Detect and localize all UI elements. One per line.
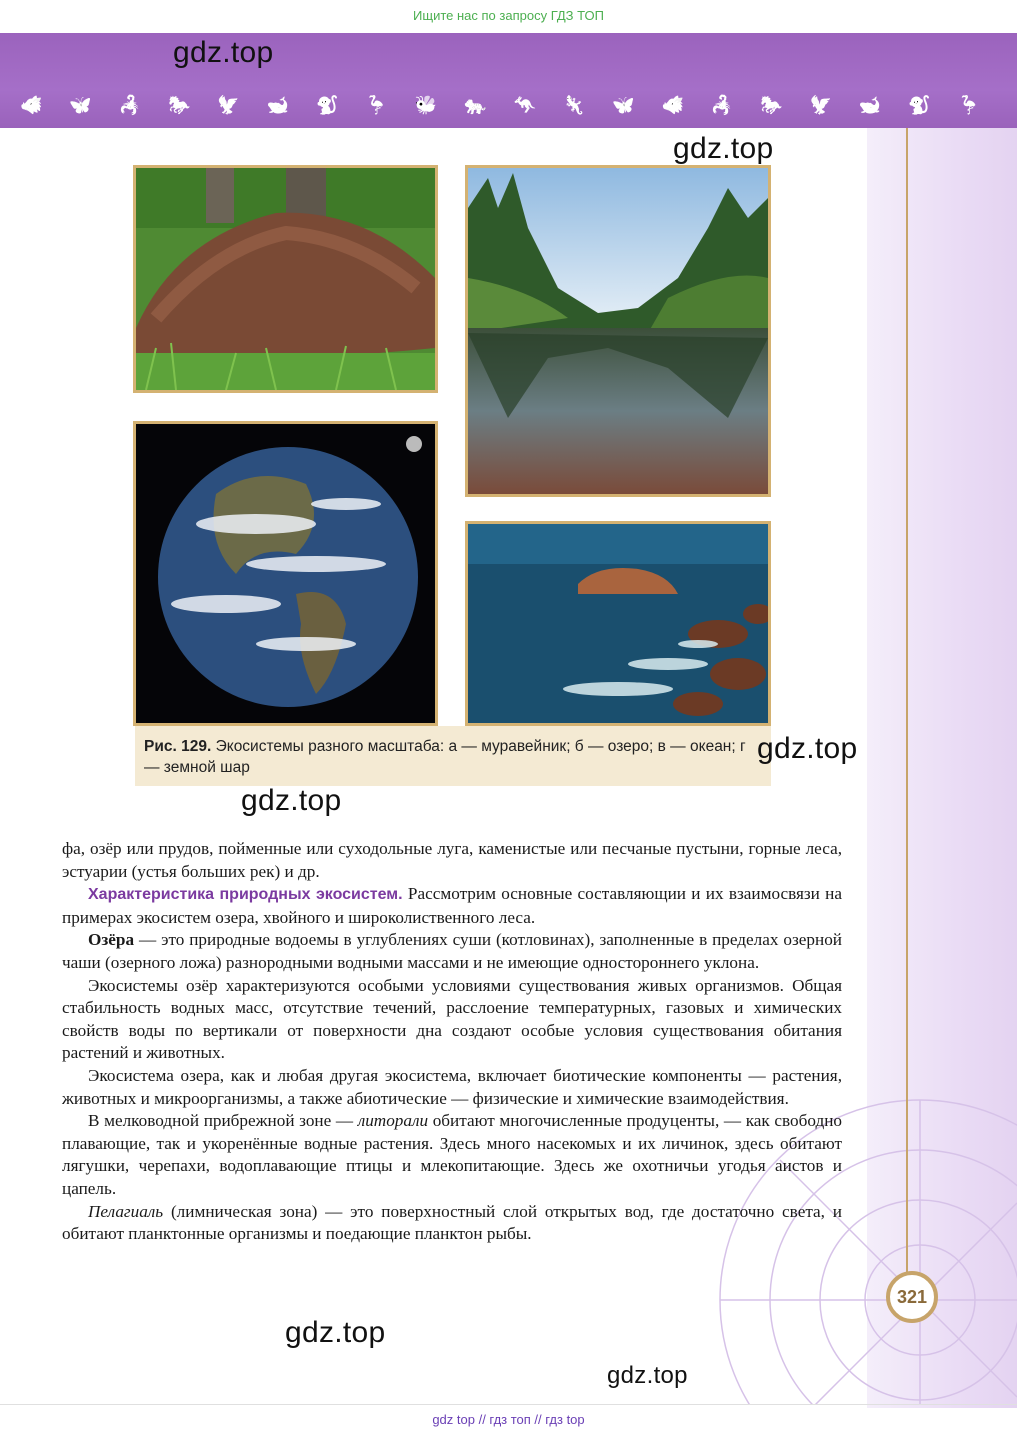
lake-image bbox=[468, 168, 768, 494]
paragraph-6-pre: В мелководной прибрежной зоне — bbox=[88, 1111, 358, 1131]
photo-lake bbox=[465, 165, 771, 497]
gold-vertical-line bbox=[906, 128, 908, 1278]
animal-silhouette-icon: 🐅 bbox=[464, 94, 487, 116]
term-littoral: литорали bbox=[357, 1111, 429, 1131]
paragraph-1: фа, озёр или прудов, пойменные или суходольные луга, каменистые или песчаные пустыни, горные леса, эстуарии (устья больших рек) и др. bbox=[62, 839, 842, 881]
animal-silhouette-icon: 🦩 bbox=[957, 94, 980, 116]
watermark: gdz.top bbox=[607, 1362, 688, 1389]
animal-silhouette-icon: 🦂 bbox=[710, 94, 734, 116]
animal-silhouette-icon: 🐒 bbox=[908, 94, 931, 116]
paragraph-5: Экосистема озера, как и любая другая экосистема, включает биотические компоненты — растения, животных и микроорганизмы, а также абиотические — физические и химические взаимодействия. bbox=[62, 1065, 842, 1108]
term-lakes: Озёра bbox=[88, 930, 135, 950]
anthill-image bbox=[136, 168, 435, 390]
photo-anthill bbox=[133, 165, 438, 393]
paragraph-3 bbox=[62, 929, 842, 974]
animal-silhouette-icon: 🐎 bbox=[168, 94, 191, 116]
animal-silhouette-icon: 🦎 bbox=[562, 94, 586, 116]
top-banner[interactable]: Ищите нас по запросу ГДЗ ТОП bbox=[413, 8, 604, 23]
photo-earth bbox=[133, 421, 438, 726]
paragraph-2 bbox=[62, 883, 842, 929]
animal-silhouette-icon: 🦂 bbox=[118, 94, 142, 116]
paragraph-7-text: (лимническая зона) — это поверхностный слой открытых вод, где достаточно света, и обитают планктонные организмы и поедающие планктон рыбы. bbox=[62, 1201, 842, 1244]
photo-ocean bbox=[465, 521, 771, 726]
animal-silhouette-icon: 🐒 bbox=[316, 94, 339, 116]
animal-silhouette-icon: 🦘 bbox=[513, 94, 536, 116]
animal-silhouette-icon: 🐝 bbox=[414, 94, 438, 116]
animal-silhouette-icon: 🦋 bbox=[612, 94, 635, 116]
animal-icons-row bbox=[20, 90, 980, 120]
paragraph-6-text: обитают многочисленные продуценты, — как свободно плавающие, так и укоренённые водные растения. Здесь много насекомых и их личинок, здесь обитают лягушки, черепахи, водоплавающие птицы и млекопитающие. Здесь же охотничьи угодья аистов и цапель. bbox=[62, 1111, 842, 1198]
paragraph-2-text: Рассмотрим основные составляющии и их взаимосвязи на примерах экосистем озера, хвойного и широколиственного леса. bbox=[62, 884, 842, 927]
body-text bbox=[62, 838, 842, 1246]
watermark: gdz.top bbox=[241, 784, 342, 817]
paragraph-7 bbox=[62, 1201, 842, 1246]
animal-silhouette-icon: 🐗 bbox=[661, 94, 684, 116]
animal-silhouette-icon: 🦅 bbox=[217, 94, 240, 116]
paragraph-4: Экосистемы озёр характеризуются особыми условиями существования живых организмов. Общая стабильность водных масс, отсутствие течений, расслоение температурных, газовых и химических свойств воды по вертикали от поверхности дна создают особые условия существования обитания растений и животных. bbox=[62, 975, 842, 1063]
animal-silhouette-icon: 🐎 bbox=[760, 94, 783, 116]
caption-text: Экосистемы разного масштаба: а — муравейник; б — озеро; в — океан; г — земной шар bbox=[144, 738, 746, 776]
animal-silhouette-icon: 🦅 bbox=[809, 94, 832, 116]
page-number: 321 bbox=[886, 1271, 938, 1323]
watermark: gdz.top bbox=[285, 1316, 386, 1349]
animal-silhouette-icon: 🦋 bbox=[69, 94, 92, 116]
animal-silhouette-icon: 🐗 bbox=[20, 94, 43, 116]
paragraph-3-text: — это природные водоемы в углублениях суши (котловинах), заполненные в пределах озерной чаши (озерного ложа) разнородными водными массами и не имеющие одностороннего уклона. bbox=[62, 930, 842, 972]
caption-label: Рис. 129. bbox=[144, 738, 212, 755]
footer-divider bbox=[0, 1404, 1017, 1405]
animal-silhouette-icon: 🐋 bbox=[858, 94, 882, 116]
figure-caption bbox=[135, 726, 771, 786]
animal-silhouette-icon: 🐋 bbox=[266, 94, 290, 116]
term-pelagial: Пелагиаль bbox=[88, 1201, 164, 1221]
footer-links[interactable]: gdz top // гдз топ // гдз top bbox=[432, 1412, 585, 1427]
animal-silhouette-icon: 🦩 bbox=[365, 94, 388, 116]
earth-image bbox=[136, 424, 435, 723]
watermark: gdz.top bbox=[673, 132, 774, 165]
watermark: gdz.top bbox=[173, 36, 274, 69]
section-heading: Характеристика природных экосистем. bbox=[88, 886, 403, 904]
watermark: gdz.top bbox=[757, 732, 858, 765]
ocean-image bbox=[468, 524, 768, 723]
paragraph-6 bbox=[62, 1110, 842, 1200]
